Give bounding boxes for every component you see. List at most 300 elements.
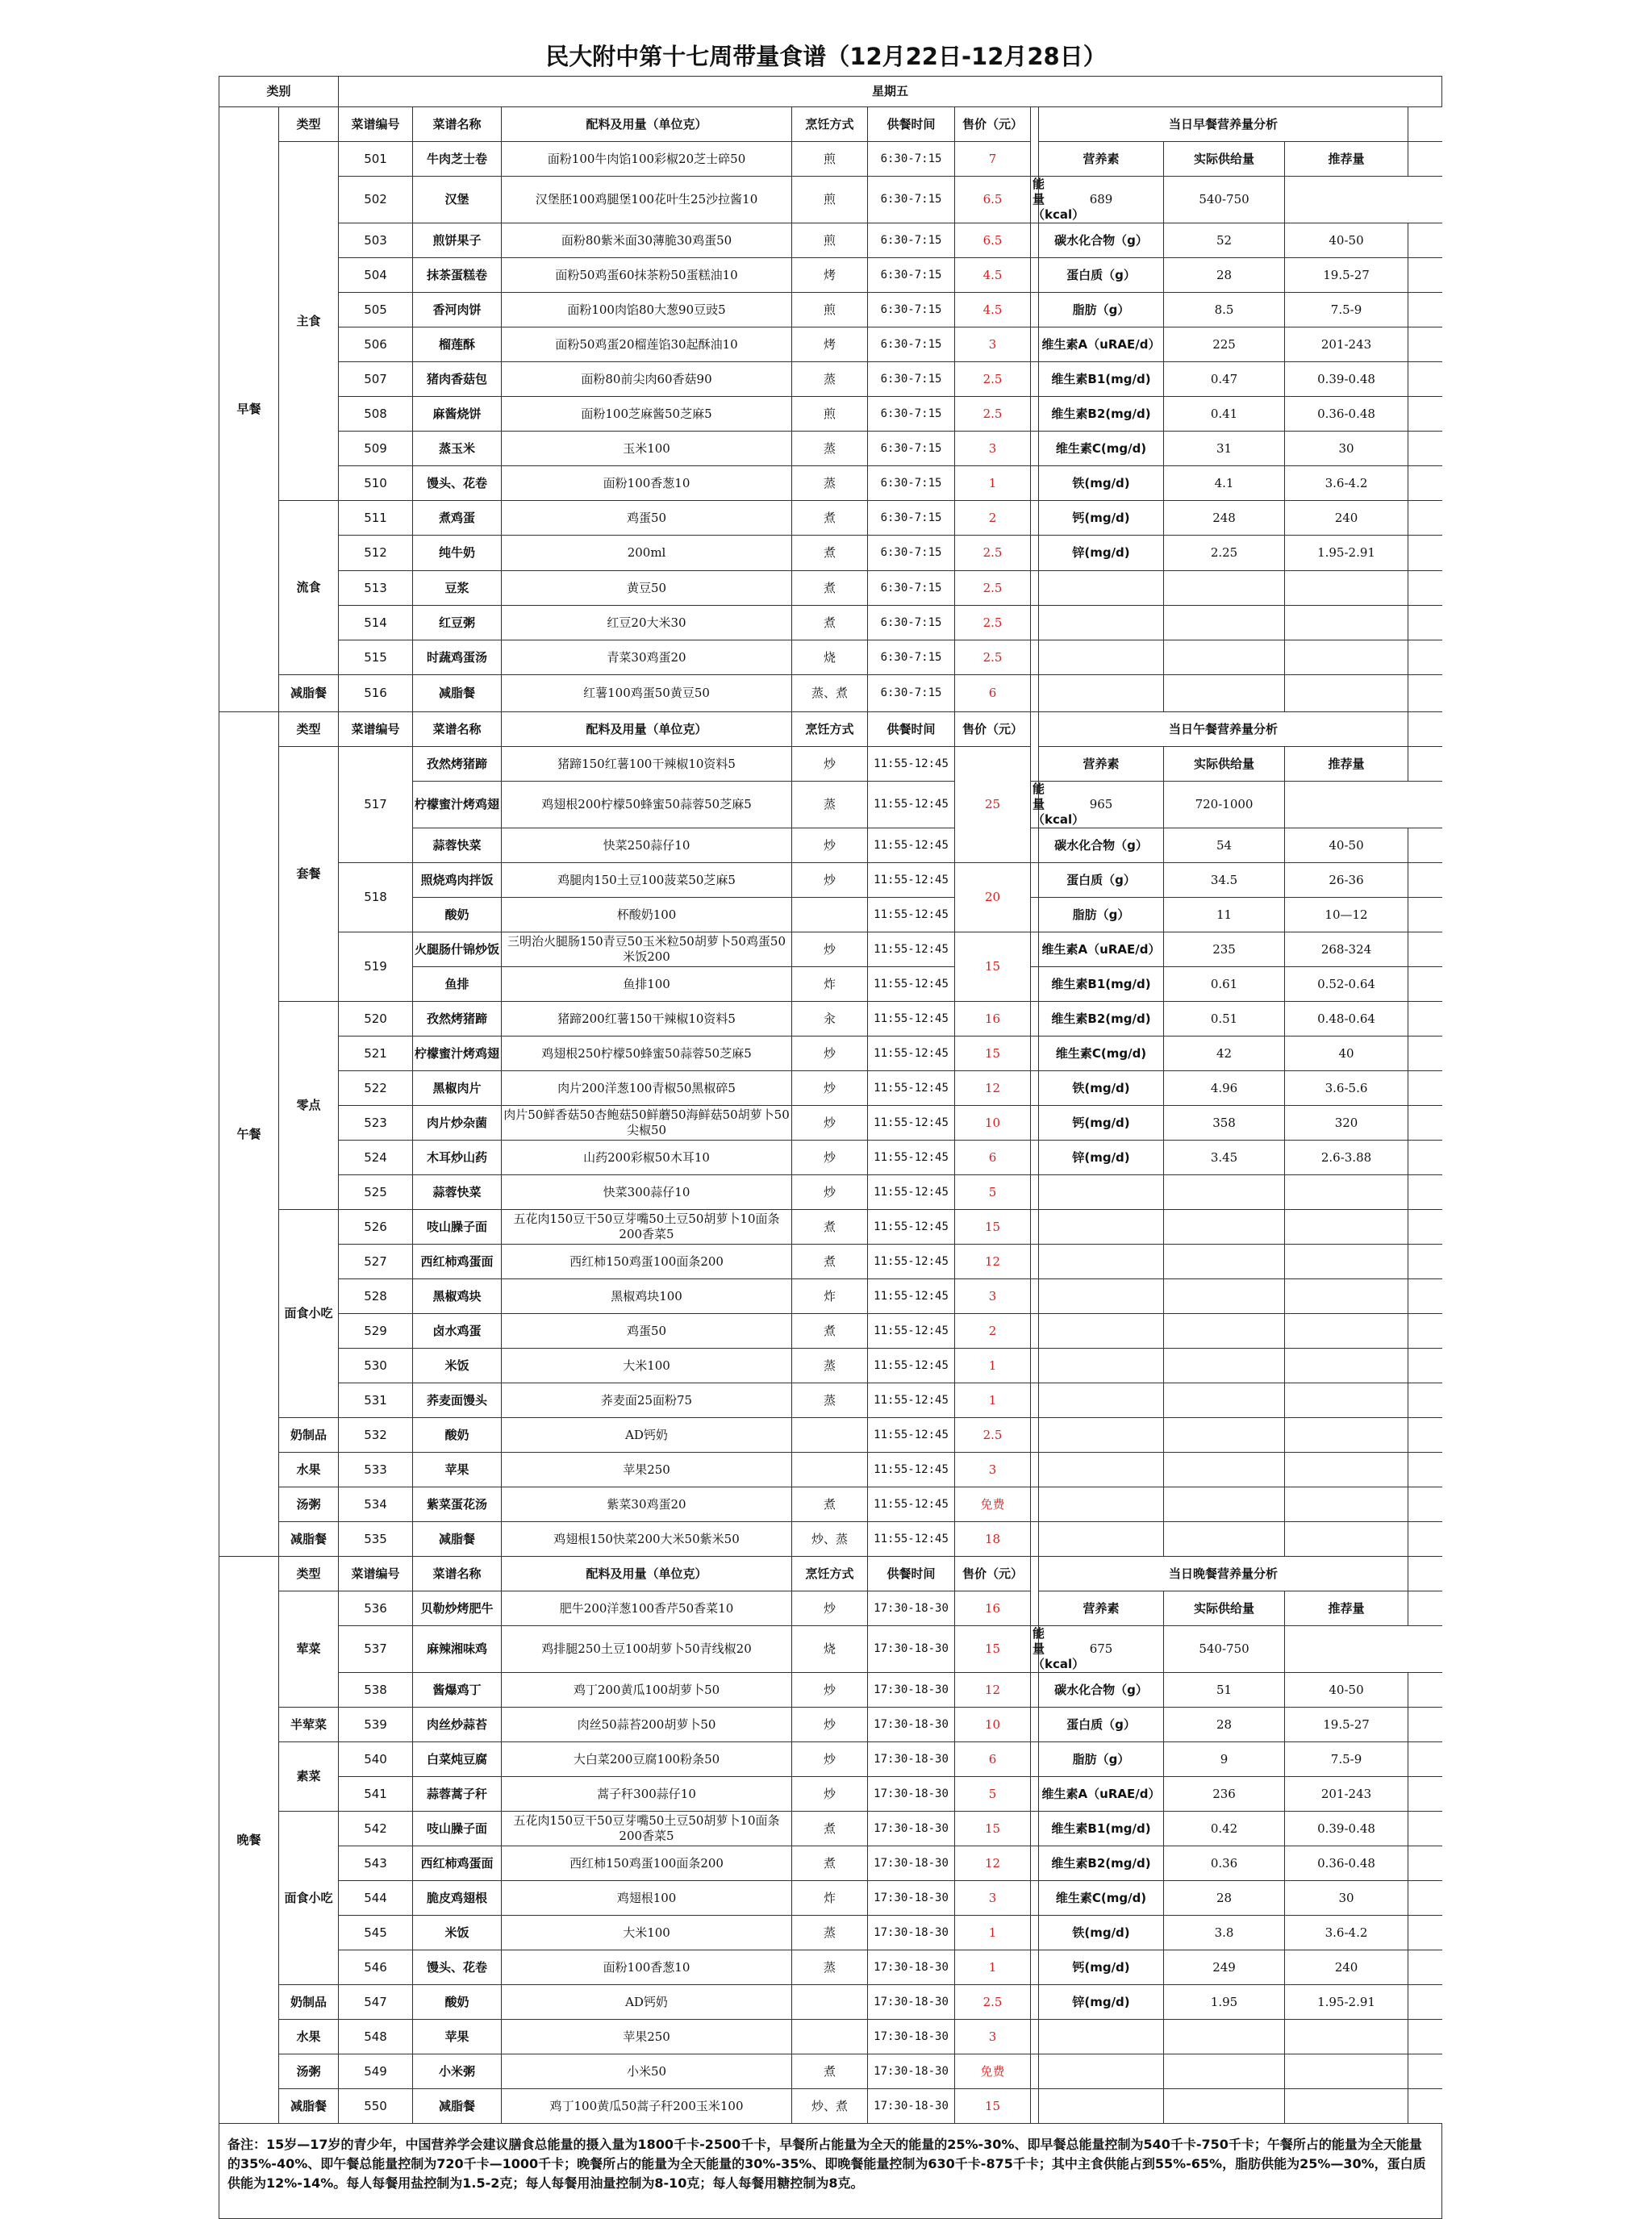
spacer-cell bbox=[1031, 898, 1039, 932]
dish-name: 纯牛奶 bbox=[413, 536, 502, 571]
dish-price: 2.5 bbox=[955, 536, 1031, 571]
spacer-cell bbox=[1031, 1175, 1039, 1210]
dish-code: 536 bbox=[339, 1591, 413, 1626]
spacer-cell bbox=[1408, 1002, 1442, 1037]
dish-code: 521 bbox=[339, 1037, 413, 1071]
table-row bbox=[219, 142, 1442, 177]
dish-type: 套餐 bbox=[279, 747, 339, 1002]
spacer-cell bbox=[1031, 1383, 1039, 1418]
col-header-name: 菜谱名称 bbox=[413, 1557, 502, 1591]
spacer-cell bbox=[1031, 1487, 1039, 1522]
dish-name: 黑椒肉片 bbox=[413, 1071, 502, 1106]
dish-price: 6 bbox=[955, 675, 1031, 712]
dish-name: 馒头、花卷 bbox=[413, 466, 502, 501]
table-row bbox=[219, 571, 1442, 606]
dish-name: 吱山臊子面 bbox=[413, 1812, 502, 1846]
serving-time: 17:30-18-30 bbox=[868, 1950, 955, 1985]
serving-time: 6:30-7:15 bbox=[868, 640, 955, 675]
serving-time: 17:30-18-30 bbox=[868, 2089, 955, 2124]
dish-ingredients: 鸡翅根150快菜200大米50紫米50 bbox=[502, 1522, 792, 1557]
serving-time: 17:30-18-30 bbox=[868, 1591, 955, 1626]
dish-ingredients: AD钙奶 bbox=[502, 1985, 792, 2020]
spacer-cell bbox=[1031, 1916, 1039, 1950]
dish-name: 肉丝炒蒜苔 bbox=[413, 1708, 502, 1742]
nutrient-empty bbox=[1039, 1210, 1164, 1245]
spacer-cell bbox=[1408, 107, 1442, 142]
dish-type: 荤菜 bbox=[279, 1591, 339, 1708]
spacer-cell bbox=[1408, 932, 1442, 967]
dish-price: 4.5 bbox=[955, 258, 1031, 293]
nutrient-empty bbox=[1285, 1522, 1408, 1557]
serving-time: 6:30-7:15 bbox=[868, 142, 955, 177]
dish-ingredients: 玉米100 bbox=[502, 432, 792, 466]
cooking-method: 炒 bbox=[792, 1591, 868, 1626]
nutrient-empty bbox=[1285, 1175, 1408, 1210]
spacer-cell bbox=[1285, 782, 1408, 828]
dish-name: 酸奶 bbox=[413, 1985, 502, 2020]
nutrient-empty bbox=[1285, 1487, 1408, 1522]
dish-price: 15 bbox=[955, 2089, 1031, 2124]
dish-name: 卤水鸡蛋 bbox=[413, 1314, 502, 1349]
dish-type: 奶制品 bbox=[279, 1418, 339, 1453]
dish-price: 7 bbox=[955, 142, 1031, 177]
nutrient-name: 锌(mg/d) bbox=[1039, 536, 1164, 571]
nutrient-actual: 3.45 bbox=[1164, 1141, 1285, 1175]
spacer-cell bbox=[1031, 967, 1039, 1002]
spacer-cell bbox=[1031, 432, 1039, 466]
nutrient-recommended: 40-50 bbox=[1285, 1673, 1408, 1708]
nutrient-name: 能量（kcal） bbox=[1031, 1626, 1039, 1673]
table-row bbox=[219, 1708, 1442, 1742]
dish-code: 527 bbox=[339, 1245, 413, 1279]
dish-name: 白菜炖豆腐 bbox=[413, 1742, 502, 1777]
dish-price: 12 bbox=[955, 1245, 1031, 1279]
nutrient-recommended: 3.6-4.2 bbox=[1285, 1916, 1408, 1950]
meal-label: 晚餐 bbox=[219, 1557, 279, 2124]
dish-code: 548 bbox=[339, 2020, 413, 2054]
serving-time: 11:55-12:45 bbox=[868, 1279, 955, 1314]
table-row bbox=[219, 258, 1442, 293]
nutrient-name: 蛋白质（g） bbox=[1039, 863, 1164, 898]
dish-ingredients: 小米50 bbox=[502, 2054, 792, 2089]
cooking-method: 煮 bbox=[792, 501, 868, 536]
dish-price: 12 bbox=[955, 1673, 1031, 1708]
dish-name: 麻辣湘味鸡 bbox=[413, 1626, 502, 1673]
table-row bbox=[219, 606, 1442, 640]
spacer-cell bbox=[1031, 327, 1039, 362]
nutrient-actual: 0.61 bbox=[1164, 967, 1285, 1002]
spacer-cell bbox=[1031, 1846, 1039, 1881]
spacer-cell bbox=[1031, 1279, 1039, 1314]
cooking-method: 炒 bbox=[792, 1742, 868, 1777]
dish-name: 煎饼果子 bbox=[413, 223, 502, 258]
dish-ingredients: 五花肉150豆干50豆芽嘴50土豆50胡萝卜10面条200香菜5 bbox=[502, 1812, 792, 1846]
nutrient-name: 锌(mg/d) bbox=[1039, 1985, 1164, 2020]
nutrient-name: 能量（kcal） bbox=[1031, 782, 1039, 828]
nutrient-actual: 236 bbox=[1164, 1777, 1285, 1812]
nutrient-name: 脂肪（g） bbox=[1039, 293, 1164, 327]
cooking-method: 煎 bbox=[792, 397, 868, 432]
dish-price: 15 bbox=[955, 1626, 1031, 1673]
serving-time: 11:55-12:45 bbox=[868, 967, 955, 1002]
table-row bbox=[219, 1071, 1442, 1106]
spacer-cell bbox=[1408, 863, 1442, 898]
table-row bbox=[219, 1626, 1442, 1673]
nutrient-recommended: 19.5-27 bbox=[1285, 258, 1408, 293]
table-row bbox=[219, 675, 1442, 712]
table-row bbox=[219, 432, 1442, 466]
nutrient-recommended: 0.36-0.48 bbox=[1285, 1846, 1408, 1881]
dish-name: 照烧鸡肉拌饭 bbox=[413, 863, 502, 898]
dish-name: 豆浆 bbox=[413, 571, 502, 606]
nutrient-actual: 8.5 bbox=[1164, 293, 1285, 327]
dish-code: 549 bbox=[339, 2054, 413, 2089]
spacer-cell bbox=[1031, 1708, 1039, 1742]
cooking-method: 煎 bbox=[792, 177, 868, 223]
nutrient-empty bbox=[1285, 640, 1408, 675]
spacer-cell bbox=[1408, 1846, 1442, 1881]
spacer-cell bbox=[1408, 1418, 1442, 1453]
dish-name: 西红柿鸡蛋面 bbox=[413, 1245, 502, 1279]
spacer-cell bbox=[1031, 466, 1039, 501]
dish-code: 523 bbox=[339, 1106, 413, 1141]
nutrient-empty bbox=[1164, 640, 1285, 675]
dish-price: 1 bbox=[955, 1383, 1031, 1418]
table-row bbox=[219, 177, 1442, 223]
spacer-cell bbox=[1408, 1106, 1442, 1141]
spacer-cell bbox=[1031, 107, 1039, 177]
table-row bbox=[219, 1383, 1442, 1418]
dish-name: 酱爆鸡丁 bbox=[413, 1673, 502, 1708]
dish-code: 515 bbox=[339, 640, 413, 675]
serving-time: 17:30-18-30 bbox=[868, 1626, 955, 1673]
dish-ingredients: 鸡翅根200柠檬50蜂蜜50蒜蓉50芝麻5 bbox=[502, 782, 792, 828]
col-header-price: 售价（元） bbox=[955, 712, 1031, 747]
serving-time: 6:30-7:15 bbox=[868, 536, 955, 571]
dish-ingredients: 面粉80紫米面30薄脆30鸡蛋50 bbox=[502, 223, 792, 258]
dish-ingredients: 200ml bbox=[502, 536, 792, 571]
dish-name: 西红柿鸡蛋面 bbox=[413, 1846, 502, 1881]
nutrient-recommended: 201-243 bbox=[1285, 1777, 1408, 1812]
dish-code: 519 bbox=[339, 932, 413, 1002]
dish-price: 3 bbox=[955, 327, 1031, 362]
nutrient-empty bbox=[1039, 1279, 1164, 1314]
dish-ingredients: 汉堡胚100鸡腿堡100花叶生25沙拉酱10 bbox=[502, 177, 792, 223]
serving-time: 11:55-12:45 bbox=[868, 1141, 955, 1175]
nutrient-recommended: 320 bbox=[1285, 1106, 1408, 1141]
table-row bbox=[219, 536, 1442, 571]
dish-ingredients: 快菜250蒜仔10 bbox=[502, 828, 792, 863]
table-row bbox=[219, 466, 1442, 501]
dish-price: 6.5 bbox=[955, 177, 1031, 223]
serving-time: 17:30-18-30 bbox=[868, 1985, 955, 2020]
dish-ingredients: 鱼排100 bbox=[502, 967, 792, 1002]
nutrient-recommended: 3.6-5.6 bbox=[1285, 1071, 1408, 1106]
nutrient-actual: 225 bbox=[1164, 327, 1285, 362]
table-row bbox=[219, 863, 1442, 898]
dish-price: 2.5 bbox=[955, 571, 1031, 606]
dish-name: 蒸玉米 bbox=[413, 432, 502, 466]
nutrient-empty bbox=[1039, 1314, 1164, 1349]
nutrient-recommended: 30 bbox=[1285, 432, 1408, 466]
nutrient-actual: 0.36 bbox=[1164, 1846, 1285, 1881]
dish-price: 2.5 bbox=[955, 606, 1031, 640]
serving-time: 11:55-12:45 bbox=[868, 1418, 955, 1453]
cooking-method: 煮 bbox=[792, 1314, 868, 1349]
nutrient-recommended: 540-750 bbox=[1164, 177, 1285, 223]
spacer-cell bbox=[1031, 606, 1039, 640]
nutrient-actual: 0.47 bbox=[1164, 362, 1285, 397]
spacer-cell bbox=[1408, 2054, 1442, 2089]
serving-time: 6:30-7:15 bbox=[868, 432, 955, 466]
nutrient-name: 蛋白质（g） bbox=[1039, 258, 1164, 293]
serving-time: 11:55-12:45 bbox=[868, 863, 955, 898]
spacer-cell bbox=[1408, 2089, 1442, 2124]
spacer-cell bbox=[1031, 932, 1039, 967]
dish-name: 贝勒炒烤肥牛 bbox=[413, 1591, 502, 1626]
table-row bbox=[219, 1141, 1442, 1175]
col-header-time: 供餐时间 bbox=[868, 1557, 955, 1591]
dish-type: 半荤菜 bbox=[279, 1708, 339, 1742]
dish-code: 525 bbox=[339, 1175, 413, 1210]
nutrient-empty bbox=[1285, 675, 1408, 712]
nutrient-empty bbox=[1285, 2089, 1408, 2124]
dish-code: 533 bbox=[339, 1453, 413, 1487]
cooking-method: 煎 bbox=[792, 293, 868, 327]
nutrient-actual: 675 bbox=[1039, 1626, 1164, 1673]
cooking-method: 汆 bbox=[792, 1002, 868, 1037]
cooking-method: 炒 bbox=[792, 1071, 868, 1106]
nutrient-actual: 248 bbox=[1164, 501, 1285, 536]
dish-price: 10 bbox=[955, 1708, 1031, 1742]
spacer-cell bbox=[1408, 466, 1442, 501]
serving-time: 17:30-18-30 bbox=[868, 1812, 955, 1846]
dish-price: 5 bbox=[955, 1175, 1031, 1210]
nutrient-empty bbox=[1164, 571, 1285, 606]
dish-ingredients: 大米100 bbox=[502, 1916, 792, 1950]
spacer-cell bbox=[1408, 397, 1442, 432]
dish-code: 544 bbox=[339, 1881, 413, 1916]
dish-price: 15 bbox=[955, 932, 1031, 1002]
spacer-cell bbox=[1408, 362, 1442, 397]
spacer-cell bbox=[1408, 293, 1442, 327]
dish-code: 510 bbox=[339, 466, 413, 501]
analysis-title: 当日晚餐营养量分析 bbox=[1039, 1557, 1408, 1591]
cooking-method bbox=[792, 898, 868, 932]
dish-ingredients: 肉片50鲜香菇50杏鲍菇50鲜蘑50海鲜菇50胡萝卜50尖椒50 bbox=[502, 1106, 792, 1141]
cooking-method bbox=[792, 2020, 868, 2054]
nutrient-empty bbox=[1039, 1453, 1164, 1487]
nutrient-empty bbox=[1285, 606, 1408, 640]
nutrient-name: 维生素B2(mg/d) bbox=[1039, 397, 1164, 432]
nutrient-recommended: 0.36-0.48 bbox=[1285, 397, 1408, 432]
recommended-header: 推荐量 bbox=[1285, 142, 1408, 177]
dish-price: 25 bbox=[955, 747, 1031, 863]
nutrient-empty bbox=[1039, 2020, 1164, 2054]
dish-name: 减脂餐 bbox=[413, 2089, 502, 2124]
dish-name: 馒头、花卷 bbox=[413, 1950, 502, 1985]
dish-price: 5 bbox=[955, 1777, 1031, 1812]
dish-ingredients: 面粉100香葱10 bbox=[502, 466, 792, 501]
nutrient-empty bbox=[1164, 1175, 1285, 1210]
dish-name: 吱山臊子面 bbox=[413, 1210, 502, 1245]
dish-price: 1 bbox=[955, 466, 1031, 501]
table-row bbox=[219, 1210, 1442, 1245]
dish-ingredients: 鸡排腿250土豆100胡萝卜50青线椒20 bbox=[502, 1626, 792, 1673]
nutrient-empty bbox=[1039, 1245, 1164, 1279]
spacer-cell bbox=[1408, 1314, 1442, 1349]
dish-name: 汉堡 bbox=[413, 177, 502, 223]
spacer-cell bbox=[1031, 1950, 1039, 1985]
dish-price: 18 bbox=[955, 1522, 1031, 1557]
spacer-cell bbox=[1031, 675, 1039, 712]
dish-price: 3 bbox=[955, 1453, 1031, 1487]
nutrient-name: 维生素B2(mg/d) bbox=[1039, 1002, 1164, 1037]
dish-code: 504 bbox=[339, 258, 413, 293]
spacer-cell bbox=[1031, 1453, 1039, 1487]
table-row bbox=[219, 1881, 1442, 1916]
nutrient-empty bbox=[1164, 1453, 1285, 1487]
dish-name: 酸奶 bbox=[413, 1418, 502, 1453]
nutrient-recommended: 7.5-9 bbox=[1285, 293, 1408, 327]
dish-ingredients: 山药200彩椒50木耳10 bbox=[502, 1141, 792, 1175]
dish-ingredients: 鸡翅根100 bbox=[502, 1881, 792, 1916]
dish-code: 509 bbox=[339, 432, 413, 466]
spacer-cell bbox=[1408, 1349, 1442, 1383]
dish-name: 柠檬蜜汁烤鸡翅 bbox=[413, 1037, 502, 1071]
serving-time: 11:55-12:45 bbox=[868, 747, 955, 782]
dish-code: 514 bbox=[339, 606, 413, 640]
nutrient-empty bbox=[1285, 1245, 1408, 1279]
actual-header: 实际供给量 bbox=[1164, 1591, 1285, 1626]
dish-name: 抹茶蛋糕卷 bbox=[413, 258, 502, 293]
col-header-price: 售价（元） bbox=[955, 107, 1031, 142]
nutrient-actual: 52 bbox=[1164, 223, 1285, 258]
spacer-cell bbox=[1031, 1742, 1039, 1777]
nutrient-empty bbox=[1039, 2054, 1164, 2089]
dish-code: 541 bbox=[339, 1777, 413, 1812]
dish-code: 538 bbox=[339, 1673, 413, 1708]
dish-code: 516 bbox=[339, 675, 413, 712]
dish-price: 10 bbox=[955, 1106, 1031, 1141]
col-header-ingredients: 配料及用量（单位克） bbox=[502, 712, 792, 747]
serving-time: 11:55-12:45 bbox=[868, 1314, 955, 1349]
spacer-cell bbox=[1031, 1557, 1039, 1626]
dish-ingredients: 红豆20大米30 bbox=[502, 606, 792, 640]
spacer-cell bbox=[1408, 142, 1442, 177]
nutrient-name: 维生素C(mg/d) bbox=[1039, 432, 1164, 466]
nutrient-empty bbox=[1039, 640, 1164, 675]
analysis-title: 当日早餐营养量分析 bbox=[1039, 107, 1408, 142]
spacer-cell bbox=[1031, 1812, 1039, 1846]
dish-name: 孜然烤猪蹄 bbox=[413, 1002, 502, 1037]
nutrient-empty bbox=[1039, 1349, 1164, 1383]
dish-name: 榴莲酥 bbox=[413, 327, 502, 362]
table-row bbox=[219, 2020, 1442, 2054]
cooking-method: 煎 bbox=[792, 142, 868, 177]
spacer-cell bbox=[1408, 1557, 1442, 1591]
dish-ingredients: 西红柿150鸡蛋100面条200 bbox=[502, 1846, 792, 1881]
dish-type: 汤粥 bbox=[279, 2054, 339, 2089]
serving-time: 11:55-12:45 bbox=[868, 1245, 955, 1279]
col-header-code: 菜谱编号 bbox=[339, 107, 413, 142]
dish-name: 蒜蓉快菜 bbox=[413, 828, 502, 863]
spacer-cell bbox=[1031, 1037, 1039, 1071]
dish-name: 肉片炒杂菌 bbox=[413, 1106, 502, 1141]
spacer-cell bbox=[1031, 828, 1039, 863]
dish-type: 流食 bbox=[279, 501, 339, 675]
col-header-type: 类型 bbox=[279, 107, 339, 142]
nutrient-empty bbox=[1039, 571, 1164, 606]
nutrient-recommended: 3.6-4.2 bbox=[1285, 466, 1408, 501]
dish-price: 3 bbox=[955, 432, 1031, 466]
spacer-cell bbox=[1408, 747, 1442, 782]
serving-time: 17:30-18-30 bbox=[868, 1777, 955, 1812]
dish-type: 水果 bbox=[279, 1453, 339, 1487]
recommended-header: 推荐量 bbox=[1285, 747, 1408, 782]
spacer-cell bbox=[1408, 1141, 1442, 1175]
dish-code: 537 bbox=[339, 1626, 413, 1673]
cooking-method: 蒸 bbox=[792, 1916, 868, 1950]
cooking-method: 煮 bbox=[792, 1812, 868, 1846]
table-row bbox=[219, 1812, 1442, 1846]
spacer-cell bbox=[1408, 1245, 1442, 1279]
spacer-cell bbox=[1408, 1673, 1442, 1708]
dish-code: 534 bbox=[339, 1487, 413, 1522]
cooking-method: 蒸 bbox=[792, 432, 868, 466]
dish-type: 主食 bbox=[279, 142, 339, 501]
nutrient-actual: 31 bbox=[1164, 432, 1285, 466]
table-row bbox=[219, 293, 1442, 327]
dish-type: 减脂餐 bbox=[279, 1522, 339, 1557]
nutrient-name: 铁(mg/d) bbox=[1039, 466, 1164, 501]
actual-header: 实际供给量 bbox=[1164, 142, 1285, 177]
meal-label: 午餐 bbox=[219, 712, 279, 1557]
nutrient-name: 维生素A（uRAE/d） bbox=[1039, 1777, 1164, 1812]
spacer-cell bbox=[1408, 1916, 1442, 1950]
spacer-cell bbox=[1031, 362, 1039, 397]
dish-price: 1 bbox=[955, 1349, 1031, 1383]
nutrient-empty bbox=[1285, 1349, 1408, 1383]
cooking-method: 炒 bbox=[792, 828, 868, 863]
nutrient-actual: 1.95 bbox=[1164, 1985, 1285, 2020]
serving-time: 6:30-7:15 bbox=[868, 327, 955, 362]
serving-time: 11:55-12:45 bbox=[868, 1210, 955, 1245]
spacer-cell bbox=[1031, 1349, 1039, 1383]
dish-code: 524 bbox=[339, 1141, 413, 1175]
table-row bbox=[219, 1349, 1442, 1383]
spacer-cell bbox=[1031, 1522, 1039, 1557]
dish-type: 奶制品 bbox=[279, 1985, 339, 2020]
table-row bbox=[219, 1591, 1442, 1626]
dish-code: 520 bbox=[339, 1002, 413, 1037]
nutrient-recommended: 26-36 bbox=[1285, 863, 1408, 898]
nutrient-empty bbox=[1164, 1245, 1285, 1279]
serving-time: 17:30-18-30 bbox=[868, 1846, 955, 1881]
col-header-method: 烹饪方式 bbox=[792, 712, 868, 747]
spacer-cell bbox=[1408, 1487, 1442, 1522]
serving-time: 11:55-12:45 bbox=[868, 1383, 955, 1418]
spacer-cell bbox=[1408, 432, 1442, 466]
nutrient-empty bbox=[1039, 1175, 1164, 1210]
spacer-cell bbox=[1031, 1418, 1039, 1453]
dish-ingredients: 黑椒鸡块100 bbox=[502, 1279, 792, 1314]
nutrient-recommended: 10—12 bbox=[1285, 898, 1408, 932]
nutrient-actual: 2.25 bbox=[1164, 536, 1285, 571]
dish-ingredients: 面粉50鸡蛋20榴莲馅30起酥油10 bbox=[502, 327, 792, 362]
nutrient-recommended: 19.5-27 bbox=[1285, 1708, 1408, 1742]
nutrient-recommended: 268-324 bbox=[1285, 932, 1408, 967]
